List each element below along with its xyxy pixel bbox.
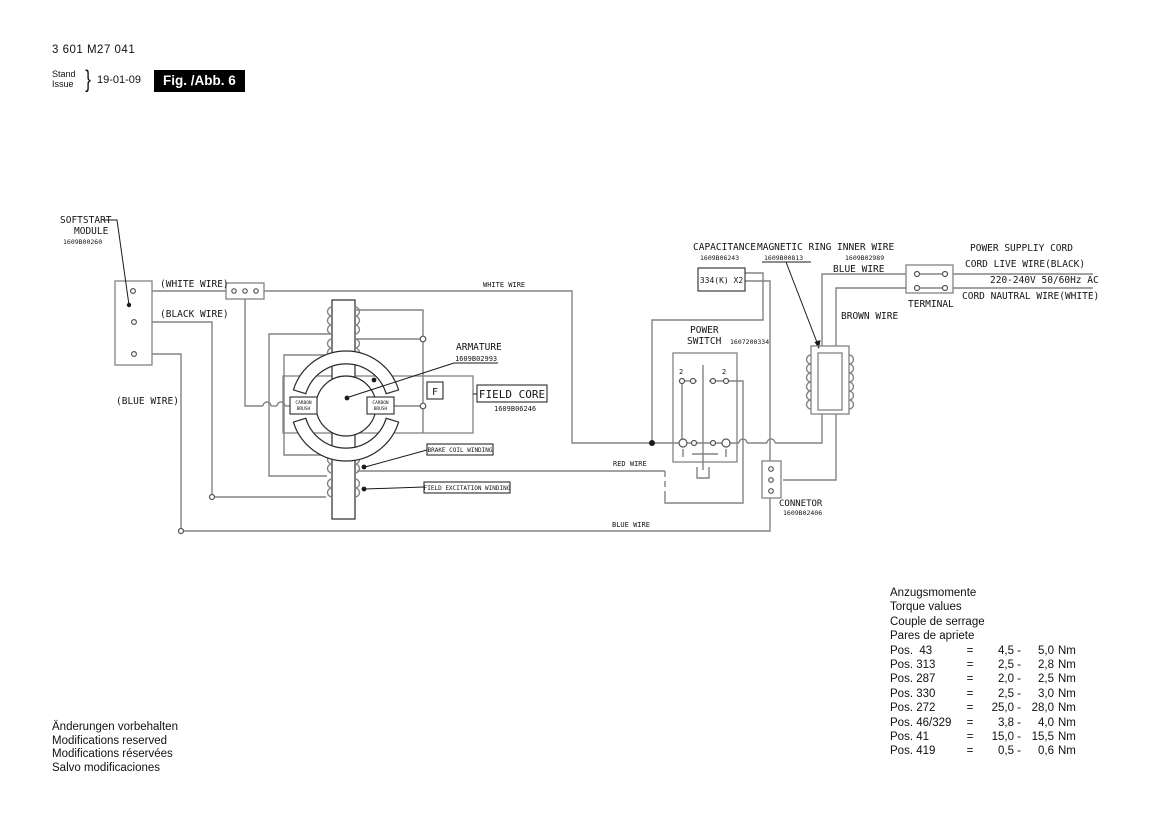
carbon-brush-left-label-1: CARBON [295, 401, 312, 406]
magnetic-ring-symbol [807, 346, 854, 414]
torque-row: Pos. 272 = 25,0 - 28,0 Nm [890, 702, 1076, 715]
power-cord-title: POWER SUPPLIY CORD [970, 243, 1073, 254]
magnetic-ring-leader [762, 262, 821, 349]
blue-wire-label: (BLUE WIRE) [116, 396, 179, 407]
black-wire-label: (BLACK WIRE) [160, 309, 229, 320]
capacitance-label: CAPACITANCE [693, 242, 756, 253]
power-switch-internals [679, 365, 730, 478]
brake-coil-label: BRAKE COIL WINDING [427, 447, 493, 454]
junction-dot [649, 440, 655, 446]
connector-pin [769, 478, 774, 483]
blue-wire-node [179, 529, 184, 534]
carbon-brush-right-label-2: BRUSH [373, 407, 388, 412]
field-core-part: 1609B06246 [494, 405, 537, 413]
torque-table [890, 586, 1076, 759]
figure-badge: Fig. /Abb. 6 [154, 70, 245, 92]
document-part-number: 3 601 M27 041 [52, 44, 136, 56]
stand-label: Stand [52, 69, 76, 79]
notice-line: Salvo modificaciones [52, 761, 161, 774]
connector-pin [769, 489, 774, 494]
field-excitation-label: FIELD EXCITATION WINDING [423, 485, 511, 492]
module-terminal-2 [132, 320, 137, 325]
block-pin [254, 289, 258, 293]
white-wire-mid-label: WHITE WIRE [483, 281, 526, 289]
armature-node [420, 336, 426, 342]
torque-heading: Pares de apriete [890, 630, 975, 643]
inner-wire-part: 1609B02989 [845, 254, 885, 262]
brace-glyph: } [85, 66, 91, 93]
power-switch-label-1: POWER [690, 325, 719, 336]
blue-wire-bottom-label: BLUE WIRE [612, 521, 650, 529]
torque-row: Pos. 43 = 4,5 - 5,0 Nm [890, 644, 1076, 657]
module-terminal-1 [131, 289, 136, 294]
capacitor-leads [652, 273, 770, 462]
torque-row: Pos. 46/329 = 3,8 - 4,0 Nm [890, 716, 1076, 729]
switch-terminal-2-right: 2 [722, 368, 727, 376]
carbon-brush-right-label-1: CARBON [372, 401, 389, 406]
torque-row: Pos. 419 = 0,5 - 0,6 Nm [890, 745, 1076, 758]
torque-row: Pos. 313 = 2,5 - 2,8 Nm [890, 659, 1076, 672]
block-pin [243, 289, 247, 293]
carbon-brush-left-label-2: BRUSH [296, 407, 311, 412]
torque-heading: Couple de serrage [890, 615, 985, 628]
notice-line: Modifications réservées [52, 748, 173, 761]
cord-rating-label: 220-240V 50/60Hz AC [990, 275, 1099, 286]
torque-row: Pos. 330 = 2,5 - 3,0 Nm [890, 687, 1076, 700]
softstart-label-2: MODULE [74, 226, 109, 237]
armature-part: 1609B02993 [455, 355, 498, 363]
torque-heading: Anzugsmomente [890, 587, 977, 599]
module-terminal-3 [132, 352, 137, 357]
black-wire-node [210, 495, 215, 500]
switch-terminal-2-left: 2 [679, 368, 684, 376]
inner-wire-label: INNER WIRE [837, 242, 895, 253]
notice-line: Modifications reserved [52, 734, 168, 747]
torque-row: Pos. 287 = 2,0 - 2,5 Nm [890, 673, 1076, 686]
block-pin [232, 289, 236, 293]
armature-label: ARMATURE [456, 342, 502, 353]
connector-part: 1609B02406 [783, 509, 823, 517]
modifications-notice [52, 721, 178, 775]
issue-label: Issue [52, 79, 74, 89]
softstart-part: 1609B00260 [63, 238, 103, 246]
blue-wire-top-label: BLUE WIRE [833, 264, 885, 275]
power-switch-part: 1607200334 [730, 338, 770, 346]
magnetic-ring-part: 1609B00813 [764, 254, 804, 262]
capacitor-value: 334(K) X2 [699, 276, 744, 285]
terminal-label: TERMINAL [908, 299, 954, 310]
power-switch-label-2: SWITCH [687, 336, 722, 347]
f-box-label: F [431, 387, 439, 398]
issue-date: 19-01-09 [97, 74, 142, 86]
capacitance-part: 1609B06243 [700, 254, 740, 262]
armature-node [420, 403, 426, 409]
white-wire [136, 291, 822, 443]
white-wire-label: (WHITE WIRE) [160, 279, 229, 290]
magnetic-ring-label: MAGNETIC RING [757, 242, 832, 253]
connector-pin [769, 467, 774, 472]
brown-wire-label: BROWN WIRE [841, 311, 899, 322]
notice-line: Änderungen vorbehalten [52, 721, 178, 733]
softstart-label-1: SOFTSTART [60, 215, 112, 226]
field-excitation-leader [362, 487, 424, 492]
red-wire-label: RED WIRE [613, 460, 647, 468]
cord-neutral-label: CORD NAUTRAL WIRE(WHITE) [962, 291, 1100, 302]
connector-label: CONNETOR [779, 499, 823, 509]
ring-terminal-wires [783, 274, 917, 480]
torque-heading: Torque values [890, 601, 962, 614]
cord-live-label: CORD LIVE WIRE(BLACK) [965, 259, 1086, 270]
torque-row: Pos. 41 = 15,0 - 15,5 Nm [890, 731, 1076, 744]
field-core-label: FIELD CORE [478, 388, 546, 401]
